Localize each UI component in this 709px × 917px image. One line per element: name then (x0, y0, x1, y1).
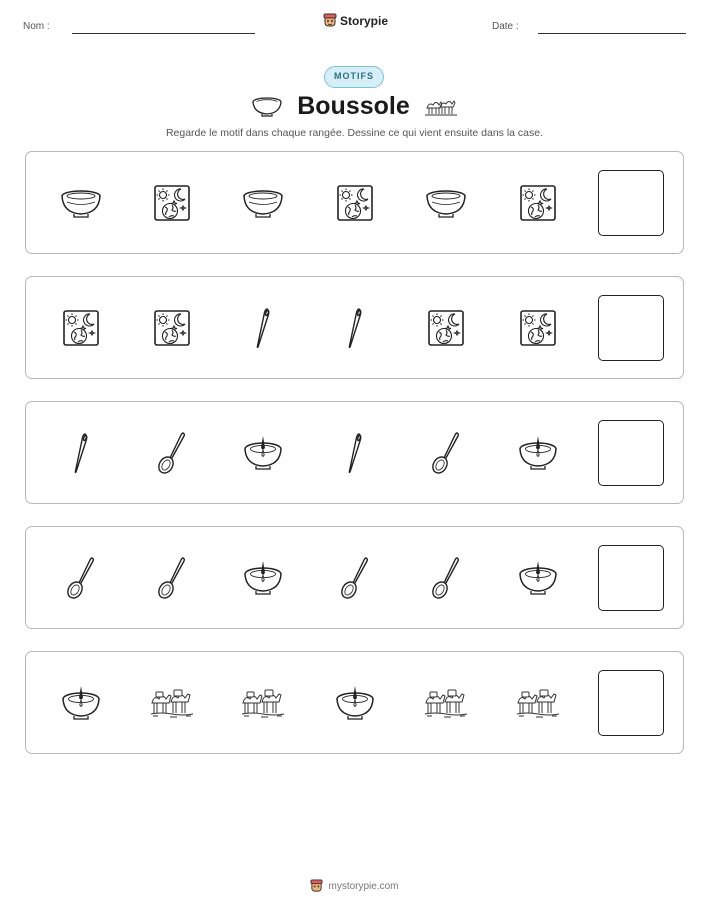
needle-icon (253, 306, 273, 350)
sky-earth-icon (336, 184, 374, 222)
row4-item-1 (58, 555, 104, 601)
bowl-icon (59, 186, 103, 220)
pattern-row-5 (25, 651, 684, 754)
page-title: Boussole (297, 92, 410, 120)
instructions: Regarde le motif dans chaque rangée. Dessine ce qui vient ensuite dans la case. (165, 127, 544, 139)
date-label: Date : (492, 21, 519, 32)
row5-item-4 (332, 680, 378, 726)
needle-icon (71, 431, 91, 475)
camel-caravan-icon (424, 687, 468, 719)
compass-bowl-icon (333, 684, 377, 722)
answer-box-5[interactable] (598, 670, 664, 736)
row1-item-3 (240, 180, 286, 226)
category-badge: MOTIFS (324, 66, 384, 88)
name-label: Nom : (23, 21, 50, 32)
row3-item-2 (149, 430, 195, 476)
sky-earth-icon (62, 309, 100, 347)
row2-item-6 (515, 305, 561, 351)
spoon-icon (156, 556, 188, 600)
row5-item-1 (58, 680, 104, 726)
footer (0, 879, 709, 893)
bowl-icon (241, 186, 285, 220)
needle-icon (345, 306, 365, 350)
row3-item-6 (515, 430, 561, 476)
row3-item-5 (423, 430, 469, 476)
bowl-icon (424, 186, 468, 220)
pattern-row-3 (25, 401, 684, 504)
row1-item-6 (515, 180, 561, 226)
row1-item-5 (423, 180, 469, 226)
pattern-row-4 (25, 526, 684, 629)
bowl-icon (251, 96, 283, 118)
sky-earth-icon (519, 309, 557, 347)
row4-item-6 (515, 555, 561, 601)
spoon-icon (339, 556, 371, 600)
answer-box-4[interactable] (598, 545, 664, 611)
spoon-icon (430, 556, 462, 600)
pattern-row-1 (25, 151, 684, 254)
row1-item-1 (58, 180, 104, 226)
row5-item-5 (423, 680, 469, 726)
spoon-icon (156, 431, 188, 475)
sky-earth-icon (519, 184, 557, 222)
camel-caravan-icon (241, 687, 285, 719)
storypie-mascot-icon (323, 13, 337, 28)
needle-icon (345, 431, 365, 475)
camel-caravan-icon (424, 96, 458, 118)
spoon-icon (430, 431, 462, 475)
row5-item-2 (149, 680, 195, 726)
row3-item-3 (240, 430, 286, 476)
compass-bowl-icon (516, 434, 560, 472)
compass-bowl-icon (241, 559, 285, 597)
pattern-row-2 (25, 276, 684, 379)
row4-item-2 (149, 555, 195, 601)
row5-item-6 (515, 680, 561, 726)
camel-caravan-icon (150, 687, 194, 719)
row4-item-4 (332, 555, 378, 601)
row2-item-3 (240, 305, 286, 351)
row1-item-4 (332, 180, 378, 226)
compass-bowl-icon (241, 434, 285, 472)
compass-bowl-icon (516, 559, 560, 597)
sky-earth-icon (153, 309, 191, 347)
date-field[interactable] (538, 33, 686, 34)
brand-logo (323, 13, 388, 28)
answer-box-3[interactable] (598, 420, 664, 486)
row2-item-1 (58, 305, 104, 351)
footer-url: mystorypie.com (328, 880, 399, 892)
sky-earth-icon (427, 309, 465, 347)
spoon-icon (65, 556, 97, 600)
brand-name: Storypie (340, 13, 389, 28)
row2-item-5 (423, 305, 469, 351)
row4-item-5 (423, 555, 469, 601)
camel-caravan-icon (516, 687, 560, 719)
storypie-mascot-icon (310, 879, 323, 893)
answer-box-1[interactable] (598, 170, 664, 236)
row5-item-3 (240, 680, 286, 726)
sky-earth-icon (153, 184, 191, 222)
row4-item-3 (240, 555, 286, 601)
row2-item-4 (332, 305, 378, 351)
row3-item-1 (58, 430, 104, 476)
row3-item-4 (332, 430, 378, 476)
answer-box-2[interactable] (598, 295, 664, 361)
name-field[interactable] (72, 33, 255, 34)
row1-item-2 (149, 180, 195, 226)
row2-item-2 (149, 305, 195, 351)
compass-bowl-icon (59, 684, 103, 722)
title-bar (0, 92, 709, 121)
